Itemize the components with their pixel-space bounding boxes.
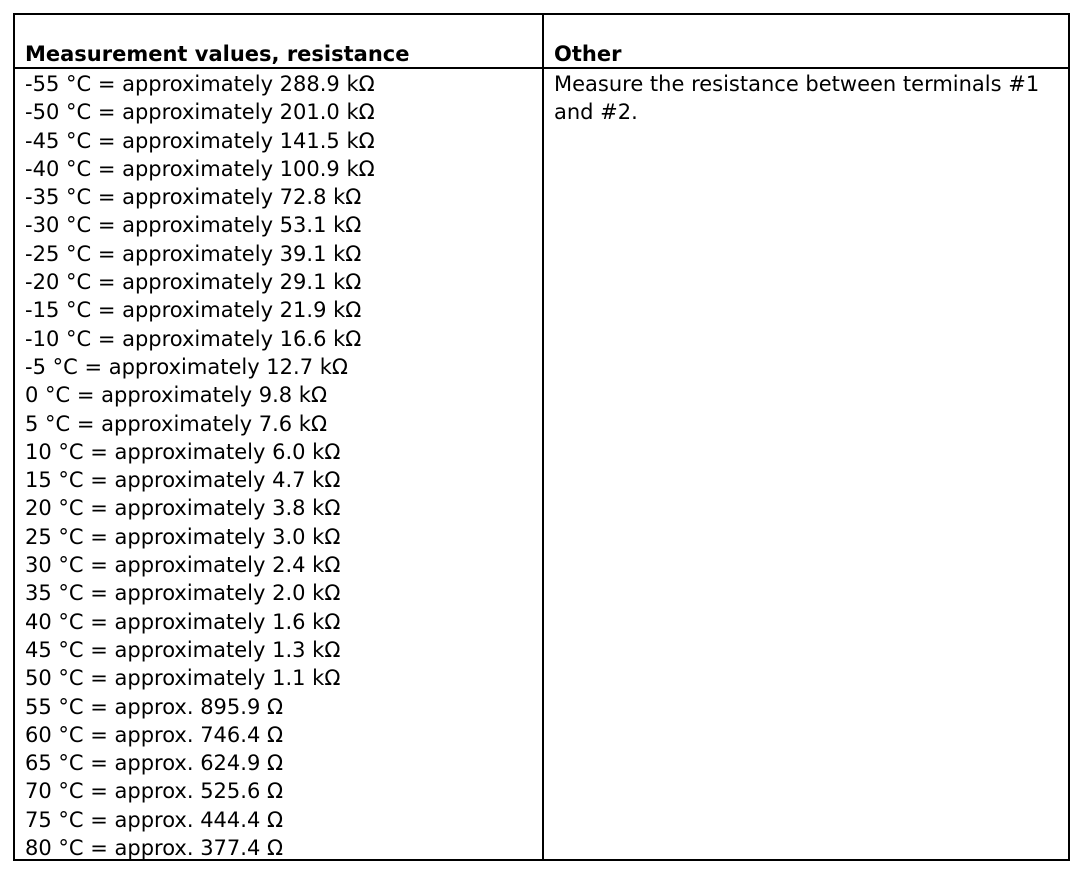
measurement-values-list (25, 70, 375, 862)
measurement-row: 5 °C = approximately 7.6 kΩ (25, 411, 328, 436)
measurement-row: 20 °C = approximately 3.8 kΩ (25, 496, 341, 521)
measurement-row: -30 °C = approximately 53.1 kΩ (25, 213, 362, 238)
measurement-row: -45 °C = approximately 141.5 kΩ (25, 128, 375, 153)
measurement-row: 70 °C = approx. 525.6 Ω (25, 779, 284, 804)
measurement-row: 75 °C = approx. 444.4 Ω (25, 807, 284, 832)
measurement-row: -10 °C = approximately 16.6 kΩ (25, 326, 362, 351)
measurement-row: -15 °C = approximately 21.9 kΩ (25, 298, 362, 323)
measurement-row: 40 °C = approximately 1.6 kΩ (25, 609, 341, 634)
measurement-row: -35 °C = approximately 72.8 kΩ (25, 185, 362, 210)
measurement-row: 25 °C = approximately 3.0 kΩ (25, 524, 341, 549)
other-header: Other (554, 42, 622, 66)
other-note: Measure the resistance between terminals #1 and #2. (554, 72, 1040, 125)
measurement-row: 50 °C = approximately 1.1 kΩ (25, 666, 341, 691)
measurement-row: -20 °C = approximately 29.1 kΩ (25, 270, 362, 295)
measurement-row: -55 °C = approximately 288.9 kΩ (25, 72, 375, 96)
measurement-row: -40 °C = approximately 100.9 kΩ (25, 156, 375, 181)
measurement-row: 55 °C = approx. 895.9 Ω (25, 694, 284, 719)
measurement-row: 0 °C = approximately 9.8 kΩ (25, 383, 328, 408)
resistance-table (13, 13, 1070, 861)
measurement-row: 80 °C = approx. 377.4 Ω (25, 836, 284, 861)
measurement-row: 60 °C = approx. 746.4 Ω (25, 722, 284, 747)
measurement-row: 45 °C = approximately 1.3 kΩ (25, 637, 341, 662)
measurement-row: -50 °C = approximately 201.0 kΩ (25, 100, 375, 125)
measurement-row: 30 °C = approximately 2.4 kΩ (25, 553, 341, 578)
measurement-row: 65 °C = approx. 624.9 Ω (25, 751, 284, 776)
measurement-row: 35 °C = approximately 2.0 kΩ (25, 581, 341, 606)
measurement-row: -5 °C = approximately 12.7 kΩ (25, 354, 348, 379)
header-divider (15, 67, 1068, 69)
measurement-values-header: Measurement values, resistance (25, 42, 410, 66)
column-divider (542, 15, 544, 859)
measurement-row: 10 °C = approximately 6.0 kΩ (25, 439, 341, 464)
measurement-row: 15 °C = approximately 4.7 kΩ (25, 468, 341, 493)
measurement-row: -25 °C = approximately 39.1 kΩ (25, 241, 362, 266)
